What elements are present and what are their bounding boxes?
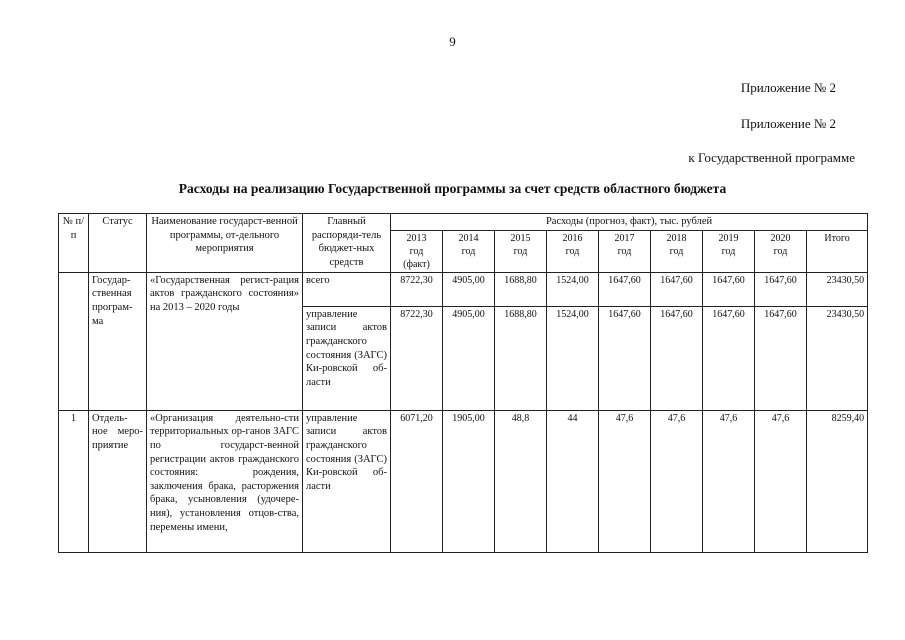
cell-value-2013: 8722,30 (391, 306, 443, 410)
cell-status: Отдель-ное меро-приятие (89, 410, 147, 552)
appendix-line-1: Приложение № 2 (740, 80, 836, 95)
cell-value-2016: 44 (547, 410, 599, 552)
cell-value-2014: 4905,00 (443, 306, 495, 410)
header-name: Наименование государст-венной программы, от-дельного мероприятия (147, 214, 303, 273)
table-row (59, 272, 868, 306)
cell-value-2020: 47,6 (755, 410, 807, 552)
header-year-unit: год (461, 245, 476, 257)
header-year-unit: год (721, 245, 736, 257)
cell-manager: управление записи актов гражданского состояния (ЗАГС) Ки-ровской об-ласти (303, 306, 391, 410)
header-row-1 (59, 214, 868, 231)
cell-value-2015: 48,8 (495, 410, 547, 552)
header-year-unit: год (513, 245, 528, 257)
cell-total: 23430,50 (807, 272, 868, 306)
cell-status: Государ-ственная програм-ма (89, 272, 147, 410)
cell-value-2020: 1647,60 (755, 306, 807, 410)
header-year-value: 2018 (666, 232, 687, 244)
header-year-2017 (599, 230, 651, 272)
cell-value-2015: 1688,80 (495, 272, 547, 306)
header-year-unit: год (565, 245, 580, 257)
cell-value-2014: 1905,00 (443, 410, 495, 552)
appendix-line-2: Приложение № 2 (740, 116, 836, 131)
cell-value-2013: 8722,30 (391, 272, 443, 306)
cell-value-2016: 1524,00 (547, 306, 599, 410)
cell-value-2019: 47,6 (703, 410, 755, 552)
cell-num (59, 272, 89, 410)
header-year-unit: год (617, 245, 632, 257)
header-year-value: 2020 (770, 232, 791, 244)
cell-value-2015: 1688,80 (495, 306, 547, 410)
header-status: Статус (89, 214, 147, 273)
cell-name: «Организация деятельно-сти территориальных ор-ганов ЗАГС по государст-венной регистрации актов гражданского состояния: рождения, заключения брака, расторжения брака, усыновления (удочере-ния), установления отцов-ства, перемены имени, (147, 410, 303, 552)
cell-value-2019: 1647,60 (703, 306, 755, 410)
header-year-value: 2015 (510, 232, 531, 244)
header-year-2020 (755, 230, 807, 272)
table-row (59, 410, 868, 552)
cell-value-2018: 1647,60 (651, 272, 703, 306)
header-year-2014 (443, 230, 495, 272)
cell-value-2016: 1524,00 (547, 272, 599, 306)
header-year-value: 2017 (614, 232, 635, 244)
cell-value-2017: 47,6 (599, 410, 651, 552)
header-year-value: 2019 (718, 232, 739, 244)
expenses-table (58, 213, 868, 553)
cell-value-2018: 47,6 (651, 410, 703, 552)
table-body (59, 272, 868, 552)
header-total: Итого (807, 230, 868, 272)
header-year-2015 (495, 230, 547, 272)
document-title: Расходы на реализацию Государственной программы за счет средств областного бюджета (178, 181, 727, 196)
header-num: № п/п (59, 214, 89, 273)
cell-total: 8259,40 (807, 410, 868, 552)
header-year-value: 2013 (406, 232, 427, 244)
cell-value-2017: 1647,60 (599, 272, 651, 306)
cell-num: 1 (59, 410, 89, 552)
cell-value-2019: 1647,60 (703, 272, 755, 306)
header-year-2013 (391, 230, 443, 272)
header-year-value: 2014 (458, 232, 479, 244)
cell-value-2018: 1647,60 (651, 306, 703, 410)
header-year-2019 (703, 230, 755, 272)
header-year-unit: год (409, 245, 424, 257)
cell-manager: управление записи актов гражданского состояния (ЗАГС) Ки-ровской об-ласти (303, 410, 391, 552)
header-year-2016 (547, 230, 599, 272)
cell-name: «Государственная регист-рация актов гражданского состояния» на 2013 – 2020 годы (147, 272, 303, 410)
header-year-2018 (651, 230, 703, 272)
cell-value-2020: 1647,60 (755, 272, 807, 306)
header-year-unit: год (669, 245, 684, 257)
header-year-value: 2016 (562, 232, 583, 244)
header-year-unit: год (773, 245, 788, 257)
cell-value-2014: 4905,00 (443, 272, 495, 306)
cell-manager: всего (303, 272, 391, 306)
cell-value-2013: 6071,20 (391, 410, 443, 552)
cell-total: 23430,50 (807, 306, 868, 410)
page-number: 9 (449, 34, 456, 49)
header-year-note: (факт) (403, 258, 430, 270)
appendix-line-3: к Государственной программе (688, 150, 855, 165)
header-expenses: Расходы (прогноз, факт), тыс. рублей (391, 214, 868, 231)
cell-value-2017: 1647,60 (599, 306, 651, 410)
header-manager: Главный распоряди-тель бюджет-ных средств (303, 214, 391, 273)
